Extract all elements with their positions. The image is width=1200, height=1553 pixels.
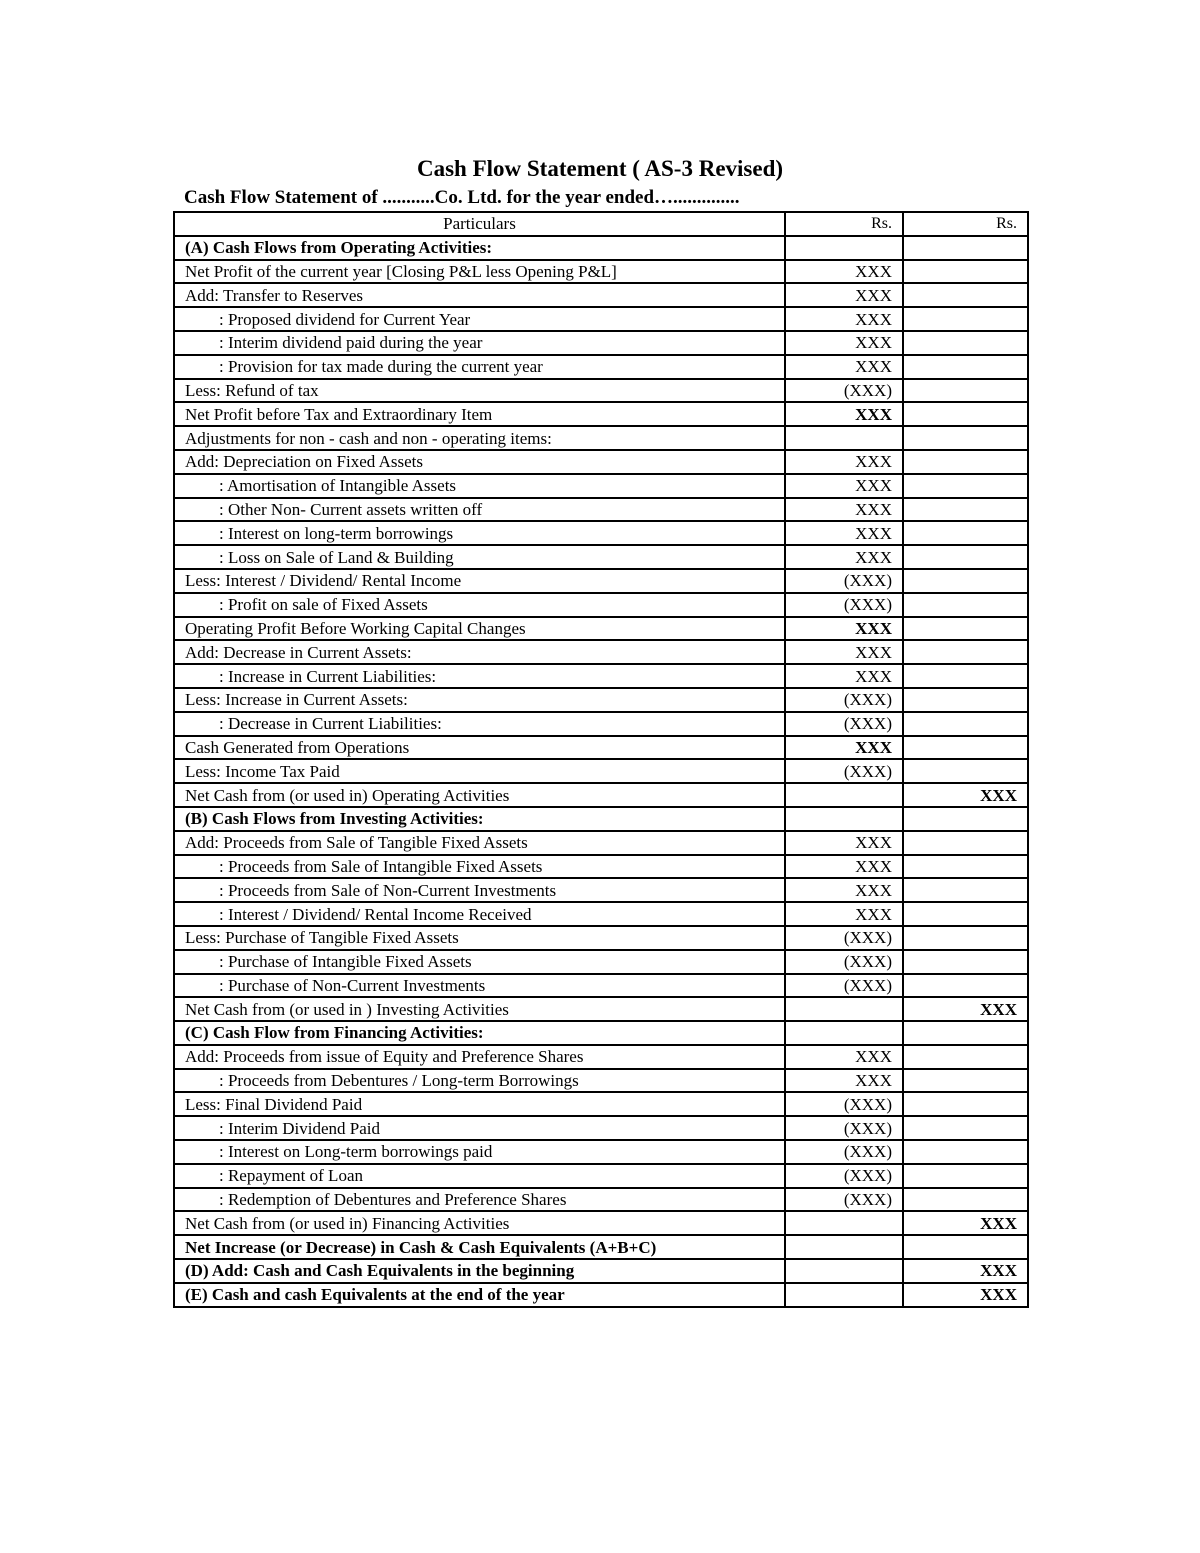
table-row	[174, 1283, 1028, 1307]
row-particulars: Add: Transfer to Reserves	[174, 283, 785, 307]
row-particulars: Less: Interest / Dividend/ Rental Income	[174, 569, 785, 593]
row-amount-col2	[903, 759, 1028, 783]
table-row	[174, 855, 1028, 879]
table-row	[174, 1259, 1028, 1283]
row-particulars: (C) Cash Flow from Financing Activities:	[174, 1021, 785, 1045]
row-particulars: : Interest on long-term borrowings	[174, 521, 785, 545]
row-particulars: Less: Income Tax Paid	[174, 759, 785, 783]
table-row	[174, 283, 1028, 307]
table-row	[174, 593, 1028, 617]
row-amount-col2	[903, 1069, 1028, 1093]
table-header-row	[174, 212, 1028, 236]
row-amount-col2	[903, 283, 1028, 307]
table-row	[174, 997, 1028, 1021]
row-amount-col2: XXX	[903, 997, 1028, 1021]
row-particulars: Add: Proceeds from Sale of Tangible Fixed Assets	[174, 831, 785, 855]
table-row	[174, 545, 1028, 569]
row-amount-col2	[903, 878, 1028, 902]
table-row	[174, 974, 1028, 998]
table-row	[174, 688, 1028, 712]
row-amount-col2	[903, 926, 1028, 950]
row-amount-col1	[785, 1021, 903, 1045]
row-amount-col1: (XXX)	[785, 1092, 903, 1116]
table-row	[174, 783, 1028, 807]
row-amount-col2	[903, 902, 1028, 926]
row-particulars: (D) Add: Cash and Cash Equivalents in the beginning	[174, 1259, 785, 1283]
row-amount-col2	[903, 1140, 1028, 1164]
row-particulars: Net Profit before Tax and Extraordinary Item	[174, 402, 785, 426]
row-amount-col2	[903, 474, 1028, 498]
row-amount-col1	[785, 426, 903, 450]
row-amount-col1: XXX	[785, 855, 903, 879]
row-amount-col1	[785, 1283, 903, 1307]
table-row	[174, 712, 1028, 736]
row-particulars: Net Increase (or Decrease) in Cash & Cash Equivalents (A+B+C)	[174, 1235, 785, 1259]
row-particulars: : Proceeds from Sale of Non-Current Investments	[174, 878, 785, 902]
row-particulars: : Increase in Current Liabilities:	[174, 664, 785, 688]
row-amount-col2: XXX	[903, 783, 1028, 807]
row-amount-col1: XXX	[785, 545, 903, 569]
row-amount-col1: XXX	[785, 402, 903, 426]
row-particulars: Less: Refund of tax	[174, 379, 785, 403]
row-amount-col2	[903, 855, 1028, 879]
table-row	[174, 450, 1028, 474]
row-particulars: (B) Cash Flows from Investing Activities:	[174, 807, 785, 831]
table-row	[174, 1116, 1028, 1140]
row-amount-col1: XXX	[785, 1045, 903, 1069]
row-amount-col2	[903, 569, 1028, 593]
row-amount-col1: XXX	[785, 878, 903, 902]
row-particulars: : Interest on Long-term borrowings paid	[174, 1140, 785, 1164]
table-row	[174, 1211, 1028, 1235]
row-particulars: (A) Cash Flows from Operating Activities:	[174, 236, 785, 260]
table-row	[174, 902, 1028, 926]
row-particulars: Net Cash from (or used in) Operating Activities	[174, 783, 785, 807]
row-amount-col1: (XXX)	[785, 688, 903, 712]
row-amount-col1: XXX	[785, 1069, 903, 1093]
row-amount-col1: (XXX)	[785, 1164, 903, 1188]
row-amount-col1: XXX	[785, 307, 903, 331]
row-amount-col1: (XXX)	[785, 569, 903, 593]
row-amount-col2	[903, 1235, 1028, 1259]
row-amount-col1: XXX	[785, 331, 903, 355]
row-particulars: Net Profit of the current year [Closing P&L less Opening P&L]	[174, 260, 785, 284]
row-amount-col1: (XXX)	[785, 926, 903, 950]
row-amount-col2	[903, 640, 1028, 664]
row-amount-col1	[785, 783, 903, 807]
row-particulars: Less: Final Dividend Paid	[174, 1092, 785, 1116]
row-amount-col1	[785, 997, 903, 1021]
row-particulars: : Interim dividend paid during the year	[174, 331, 785, 355]
particulars-header: Particulars	[174, 212, 785, 236]
table-row	[174, 236, 1028, 260]
row-particulars: : Amortisation of Intangible Assets	[174, 474, 785, 498]
table-row	[174, 1069, 1028, 1093]
row-amount-col2	[903, 521, 1028, 545]
row-amount-col2	[903, 617, 1028, 641]
table-row	[174, 950, 1028, 974]
row-amount-col2	[903, 379, 1028, 403]
table-row	[174, 1235, 1028, 1259]
row-amount-col1: XXX	[785, 617, 903, 641]
row-particulars: : Redemption of Debentures and Preference Shares	[174, 1188, 785, 1212]
row-amount-col1	[785, 1235, 903, 1259]
row-amount-col2	[903, 831, 1028, 855]
row-amount-col1: (XXX)	[785, 1140, 903, 1164]
row-particulars: Add: Proceeds from issue of Equity and Preference Shares	[174, 1045, 785, 1069]
table-row	[174, 521, 1028, 545]
table-row	[174, 736, 1028, 760]
row-particulars: : Interim Dividend Paid	[174, 1116, 785, 1140]
row-amount-col2	[903, 1021, 1028, 1045]
row-particulars: : Proposed dividend for Current Year	[174, 307, 785, 331]
row-amount-col2	[903, 426, 1028, 450]
row-particulars: Net Cash from (or used in ) Investing Activities	[174, 997, 785, 1021]
row-amount-col2	[903, 712, 1028, 736]
row-particulars: Add: Decrease in Current Assets:	[174, 640, 785, 664]
table-row	[174, 1092, 1028, 1116]
statement-subtitle: Cash Flow Statement of ...........Co. Ltd. for the year ended…..............	[184, 187, 740, 208]
row-amount-col1: (XXX)	[785, 950, 903, 974]
row-particulars: : Purchase of Intangible Fixed Assets	[174, 950, 785, 974]
table-row	[174, 926, 1028, 950]
table-row	[174, 355, 1028, 379]
row-amount-col2	[903, 1164, 1028, 1188]
table-row	[174, 878, 1028, 902]
cash-flow-table	[173, 211, 1029, 1308]
page-title: Cash Flow Statement ( AS-3 Revised)	[416, 156, 784, 181]
row-amount-col1: (XXX)	[785, 712, 903, 736]
table-row	[174, 1188, 1028, 1212]
amount-col2-header: Rs.	[903, 212, 1028, 236]
table-row	[174, 640, 1028, 664]
row-particulars: Adjustments for non - cash and non - operating items:	[174, 426, 785, 450]
row-amount-col1: XXX	[785, 498, 903, 522]
table-row	[174, 498, 1028, 522]
table-row	[174, 759, 1028, 783]
row-particulars: Less: Increase in Current Assets:	[174, 688, 785, 712]
row-amount-col1: (XXX)	[785, 1188, 903, 1212]
table-row	[174, 331, 1028, 355]
table-row	[174, 426, 1028, 450]
row-amount-col2	[903, 736, 1028, 760]
row-particulars: Operating Profit Before Working Capital Changes	[174, 617, 785, 641]
table-row	[174, 260, 1028, 284]
table-row	[174, 807, 1028, 831]
row-amount-col1: XXX	[785, 474, 903, 498]
row-amount-col1: (XXX)	[785, 1116, 903, 1140]
table-row	[174, 402, 1028, 426]
row-amount-col1	[785, 1211, 903, 1235]
row-amount-col2	[903, 950, 1028, 974]
table-row	[174, 379, 1028, 403]
row-amount-col2	[903, 1045, 1028, 1069]
row-amount-col2	[903, 450, 1028, 474]
row-amount-col2	[903, 1188, 1028, 1212]
row-amount-col1: (XXX)	[785, 974, 903, 998]
row-amount-col2	[903, 807, 1028, 831]
row-amount-col1	[785, 236, 903, 260]
row-particulars: Add: Depreciation on Fixed Assets	[174, 450, 785, 474]
row-amount-col2: XXX	[903, 1211, 1028, 1235]
row-amount-col1: XXX	[785, 831, 903, 855]
row-amount-col2	[903, 545, 1028, 569]
row-amount-col2	[903, 236, 1028, 260]
row-amount-col2	[903, 307, 1028, 331]
row-particulars: : Decrease in Current Liabilities:	[174, 712, 785, 736]
row-amount-col1: XXX	[785, 450, 903, 474]
amount-col1-header: Rs.	[785, 212, 903, 236]
row-particulars: Cash Generated from Operations	[174, 736, 785, 760]
row-amount-col1: (XXX)	[785, 379, 903, 403]
row-amount-col1: XXX	[785, 260, 903, 284]
row-amount-col1: XXX	[785, 640, 903, 664]
row-amount-col2	[903, 1116, 1028, 1140]
row-amount-col2	[903, 664, 1028, 688]
row-particulars: Net Cash from (or used in) Financing Activities	[174, 1211, 785, 1235]
table-row	[174, 569, 1028, 593]
row-particulars: : Repayment of Loan	[174, 1164, 785, 1188]
row-amount-col1: XXX	[785, 355, 903, 379]
row-amount-col2	[903, 260, 1028, 284]
table-row	[174, 1164, 1028, 1188]
row-amount-col1: (XXX)	[785, 759, 903, 783]
table-body	[174, 236, 1028, 1307]
table-row	[174, 831, 1028, 855]
table-row	[174, 664, 1028, 688]
row-amount-col1: (XXX)	[785, 593, 903, 617]
table-row	[174, 1045, 1028, 1069]
row-amount-col1	[785, 807, 903, 831]
row-amount-col2	[903, 498, 1028, 522]
table-row	[174, 307, 1028, 331]
row-amount-col2	[903, 688, 1028, 712]
row-particulars: : Proceeds from Sale of Intangible Fixed Assets	[174, 855, 785, 879]
row-amount-col2	[903, 974, 1028, 998]
table-row	[174, 617, 1028, 641]
row-amount-col2	[903, 402, 1028, 426]
row-particulars: (E) Cash and cash Equivalents at the end of the year	[174, 1283, 785, 1307]
row-amount-col1: XXX	[785, 736, 903, 760]
row-amount-col2: XXX	[903, 1283, 1028, 1307]
table-row	[174, 1140, 1028, 1164]
row-amount-col2	[903, 593, 1028, 617]
row-amount-col1: XXX	[785, 902, 903, 926]
row-amount-col1: XXX	[785, 283, 903, 307]
row-particulars: : Profit on sale of Fixed Assets	[174, 593, 785, 617]
row-particulars: : Proceeds from Debentures / Long-term Borrowings	[174, 1069, 785, 1093]
row-particulars: : Interest / Dividend/ Rental Income Received	[174, 902, 785, 926]
row-amount-col2	[903, 1092, 1028, 1116]
row-amount-col2	[903, 331, 1028, 355]
row-amount-col1: XXX	[785, 521, 903, 545]
row-particulars: : Purchase of Non-Current Investments	[174, 974, 785, 998]
row-amount-col1: XXX	[785, 664, 903, 688]
row-particulars: : Provision for tax made during the current year	[174, 355, 785, 379]
table-row	[174, 1021, 1028, 1045]
table-row	[174, 474, 1028, 498]
row-particulars: : Loss on Sale of Land & Building	[174, 545, 785, 569]
row-amount-col2: XXX	[903, 1259, 1028, 1283]
row-amount-col1	[785, 1259, 903, 1283]
row-particulars: Less: Purchase of Tangible Fixed Assets	[174, 926, 785, 950]
row-particulars: : Other Non- Current assets written off	[174, 498, 785, 522]
row-amount-col2	[903, 355, 1028, 379]
